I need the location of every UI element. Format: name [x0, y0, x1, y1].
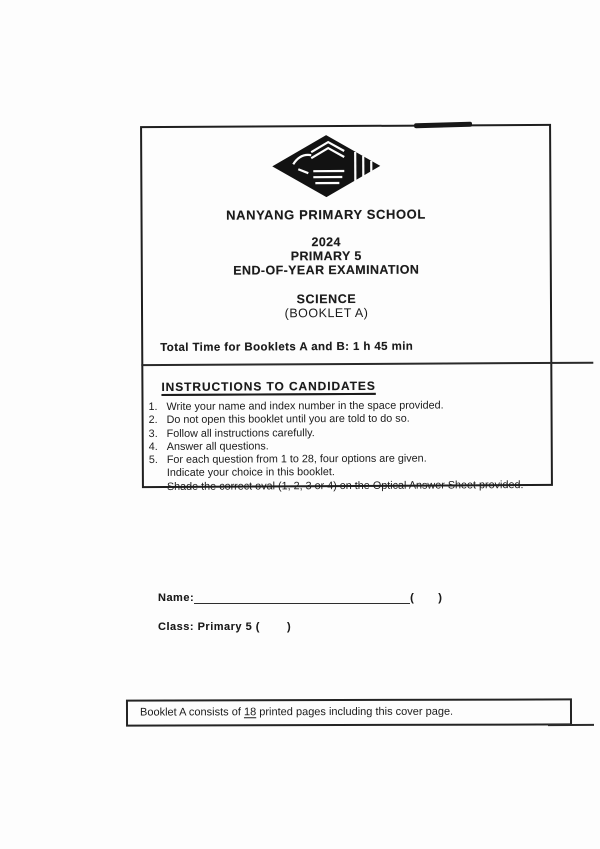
instruction-line: Follow all instructions carefully.	[166, 426, 315, 440]
class-label: Class: Primary 5 (	[158, 621, 260, 633]
instruction-number: 3.	[148, 427, 158, 440]
instruction-line: Shade the correct oval (1, 2, 3 or 4) on the Optical Answer Sheet provided.	[166, 478, 524, 493]
instruction-item	[149, 452, 551, 494]
name-field-row	[158, 592, 442, 605]
total-time-label: Total Time for Booklets A and B: 1 h 45 min	[160, 340, 414, 354]
cover-box	[140, 124, 553, 493]
instruction-line: Indicate your choice in this booklet.	[166, 466, 335, 480]
instruction-line: Do not open this booklet until you are told to do so.	[166, 412, 410, 427]
instruction-number: 4.	[148, 440, 158, 453]
instruction-line: For each question from 1 to 28, four options are given.	[166, 452, 427, 467]
index-paren-open: (	[410, 592, 415, 604]
footer-note-suffix: printed pages including this cover page.	[256, 705, 454, 719]
page-count: 18	[243, 706, 257, 719]
school-logo-icon	[271, 134, 381, 199]
instructions-list	[148, 399, 550, 494]
instruction-line: Answer all questions.	[166, 440, 269, 453]
name-label: Name:	[158, 592, 195, 604]
instructions-section	[143, 352, 551, 494]
instruction-line: Write your name and index number in the space provided.	[166, 399, 444, 413]
subject-title: SCIENCE	[296, 291, 357, 307]
class-paren-close: )	[286, 621, 292, 633]
footer-note-prefix: Booklet A consists of	[139, 706, 244, 719]
school-name: NANYANG PRIMARY SCHOOL	[226, 206, 426, 223]
index-paren-close: )	[438, 592, 443, 604]
instructions-heading: INSTRUCTIONS TO CANDIDATES	[161, 378, 376, 394]
exam-level: PRIMARY 5	[290, 248, 362, 264]
instruction-number: 2.	[148, 414, 158, 427]
exam-year: 2024	[311, 235, 341, 250]
booklet-label: (BOOKLET A)	[284, 305, 369, 321]
exam-block	[143, 234, 510, 278]
footer-note-box	[126, 698, 572, 726]
scan-artifact-line	[548, 724, 594, 726]
class-field-row	[158, 621, 291, 634]
instruction-number: 5.	[148, 454, 158, 467]
name-write-line	[194, 592, 410, 604]
cover-header	[142, 126, 550, 321]
exam-title: END-OF-YEAR EXAMINATION	[233, 262, 420, 278]
instruction-number: 1.	[148, 400, 158, 414]
subject-block	[143, 291, 510, 321]
